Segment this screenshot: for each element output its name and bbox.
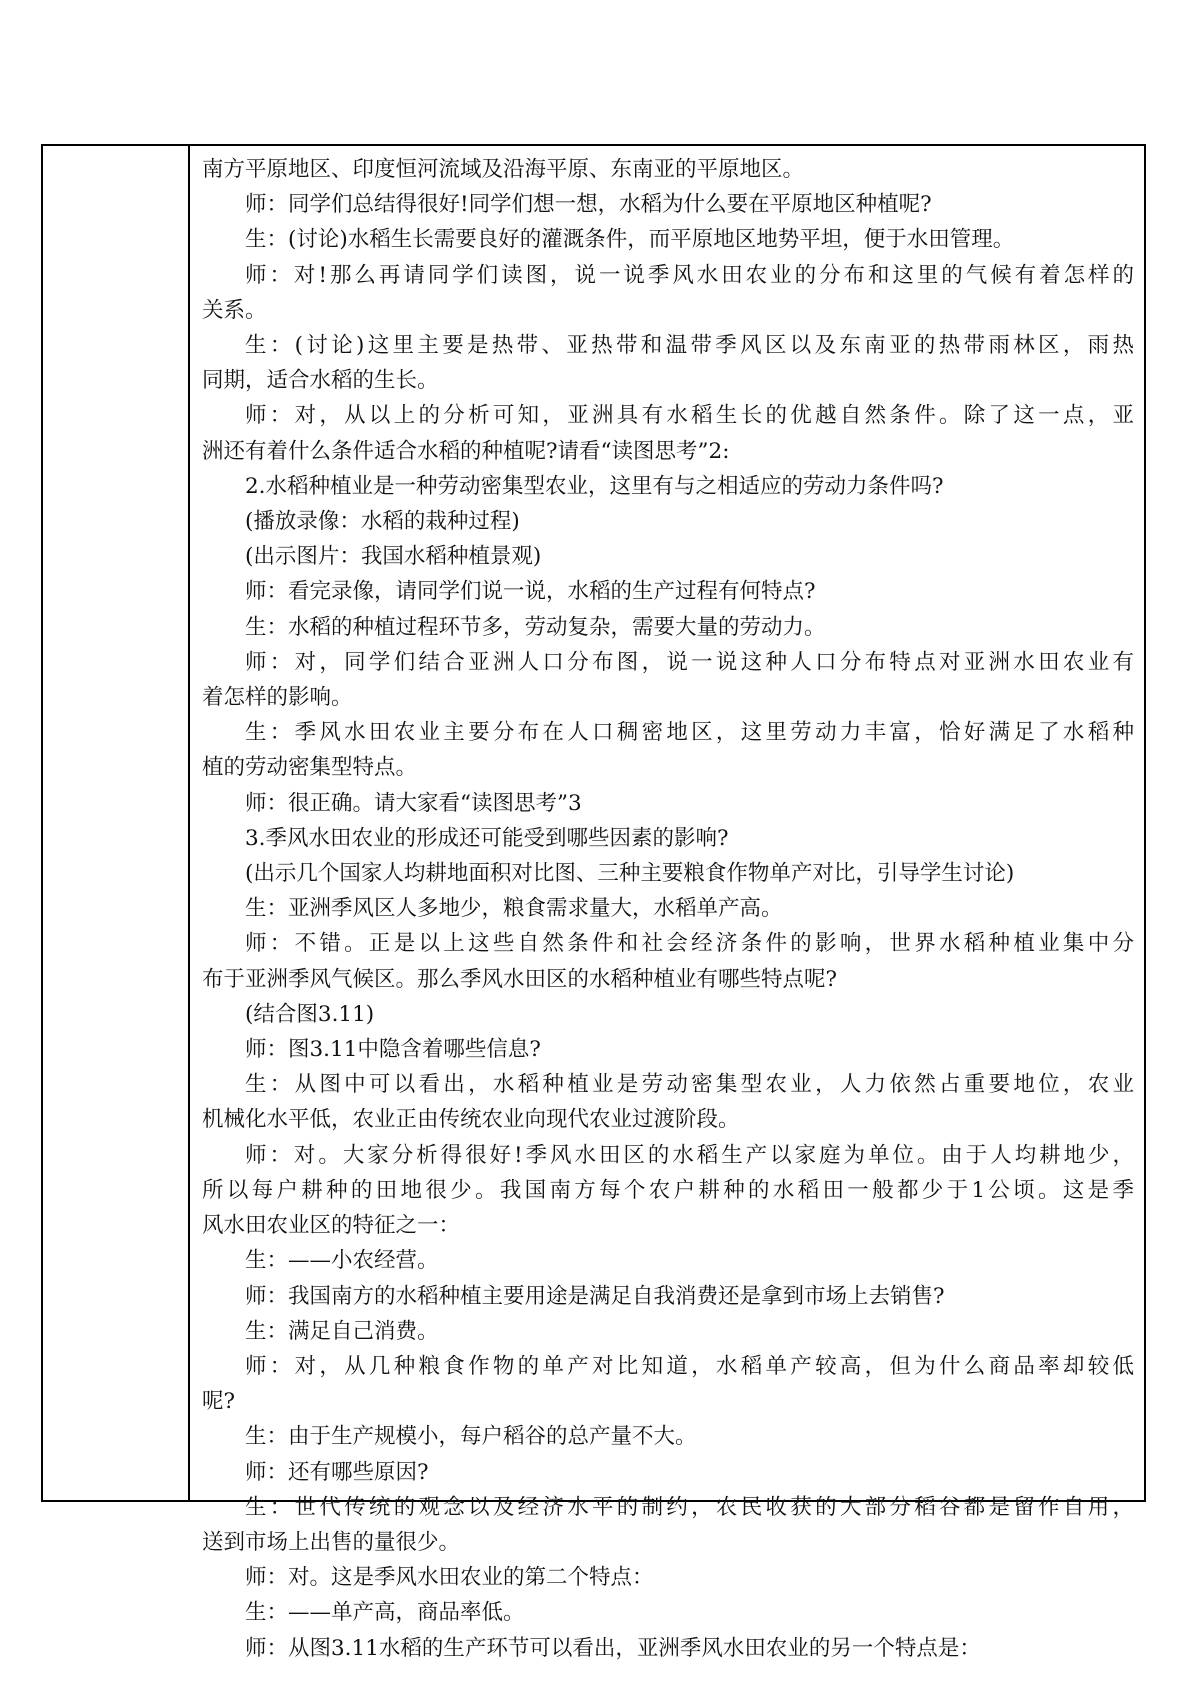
text-line: 生：——小农经营。 [245,1248,439,1274]
text-line: 生：从图中可以看出，水稻种植业是劳动密集型农业，人力依然占重要地位，农业 [245,1072,1134,1098]
text-line: 生：(讨论)水稻生长需要良好的灌溉条件，而平原地区地势平坦，便于水田管理。 [245,227,1015,253]
text-line: (播放录像：水稻的栽种过程) [245,509,520,535]
text-line: 所以每户耕种的田地很少。我国南方每个农户耕种的水稻田一般都少于1公顷。这是季 [202,1177,1134,1203]
text-line: 机械化水平低，农业正由传统农业向现代农业过渡阶段。 [202,1107,740,1133]
text-line: 呢? [202,1389,236,1415]
text-line: 生：——单产高，商品率低。 [245,1600,525,1626]
text-line: 师：看完录像，请同学们说一说，水稻的生产过程有何特点? [245,579,816,605]
text-line: 植的劳动密集型特点。 [202,755,418,781]
text-line: 生：满足自己消费。 [245,1318,439,1344]
text-line: 师：图3.11中隐含着哪些信息? [245,1037,541,1063]
text-line: 师：对!那么再请同学们读图，说一说季风水田农业的分布和这里的气候有着怎样的 [245,262,1134,288]
text-line: (出示图片：我国水稻种植景观) [245,544,542,570]
text-line: 南方平原地区、印度恒河流域及沿海平原、东南亚的平原地区。 [202,157,805,182]
text-line: 师：对，从几种粮食作物的单产对比知道，水稻单产较高，但为什么商品率却较低 [245,1353,1134,1379]
text-line: 生：水稻的种植过程环节多，劳动复杂，需要大量的劳动力。 [245,614,826,640]
lesson-content-cell [192,146,1144,1661]
text-line: 生：(讨论)这里主要是热带、亚热带和温带季风区以及东南亚的热带雨林区，雨热 [245,333,1134,359]
text-line: 师：对。大家分析得很好!季风水田区的水稻生产以家庭为单位。由于人均耕地少， [245,1142,1134,1168]
text-line: 洲还有着什么条件适合水稻的种植呢?请看“读图思考”2: [202,438,730,464]
text-line: (出示几个国家人均耕地面积对比图、三种主要粮食作物单产对比，引导学生讨论) [245,861,1015,887]
text-line: (结合图3.11) [245,1001,375,1027]
text-line: 师：很正确。请大家看“读图思考”3 [245,790,582,816]
text-line: 生：亚洲季风区人多地少，粮食需求量大，水稻单产高。 [245,896,783,922]
text-line: 师：对，同学们结合亚洲人口分布图，说一说这种人口分布特点对亚洲水田农业有 [245,649,1134,675]
text-line: 同期，适合水稻的生长。 [202,368,439,394]
text-line: 3.季风水田农业的形成还可能受到哪些因素的影响? [245,825,729,851]
text-line: 生：由于生产规模小，每户稻谷的总产量不大。 [245,1424,697,1450]
text-line: 关系。 [202,297,267,323]
text-line: 布于亚洲季风气候区。那么季风水田区的水稻种植业有哪些特点呢? [202,966,838,992]
text-line: 师：同学们总结得很好!同学们想一想，水稻为什么要在平原地区种植呢? [245,192,932,218]
text-line: 风水田农业区的特征之一： [202,1213,461,1239]
text-line: 2.水稻种植业是一种劳动密集型农业，这里有与之相适应的劳动力条件吗? [245,473,944,499]
table-left-column [43,146,190,1500]
text-line: 师：对，从以上的分析可知，亚洲具有水稻生长的优越自然条件。除了这一点，亚 [245,403,1134,429]
text-line: 生：世代传统的观念以及经济水平的制约，农民收获的大部分稻谷都是留作自用， [245,1494,1134,1520]
text-line: 送到市场上出售的量很少。 [202,1529,461,1555]
text-line: 师：还有哪些原因? [245,1459,429,1485]
text-line: 师：不错。正是以上这些自然条件和社会经济条件的影响，世界水稻种植业集中分 [245,931,1134,957]
text-line: 生：季风水田农业主要分布在人口稠密地区，这里劳动力丰富，恰好满足了水稻种 [245,720,1134,746]
text-line: 师：我国南方的水稻种植主要用途是满足自我消费还是拿到市场上去销售? [245,1283,945,1309]
text-line: 着怎样的影响。 [202,685,353,711]
text-line: 师：对。这是季风水田农业的第二个特点： [245,1565,654,1591]
text-line: 师：从图3.11水稻的生产环节可以看出，亚洲季风水田农业的另一个特点是： [245,1635,981,1661]
lesson-table [41,144,1146,1661]
